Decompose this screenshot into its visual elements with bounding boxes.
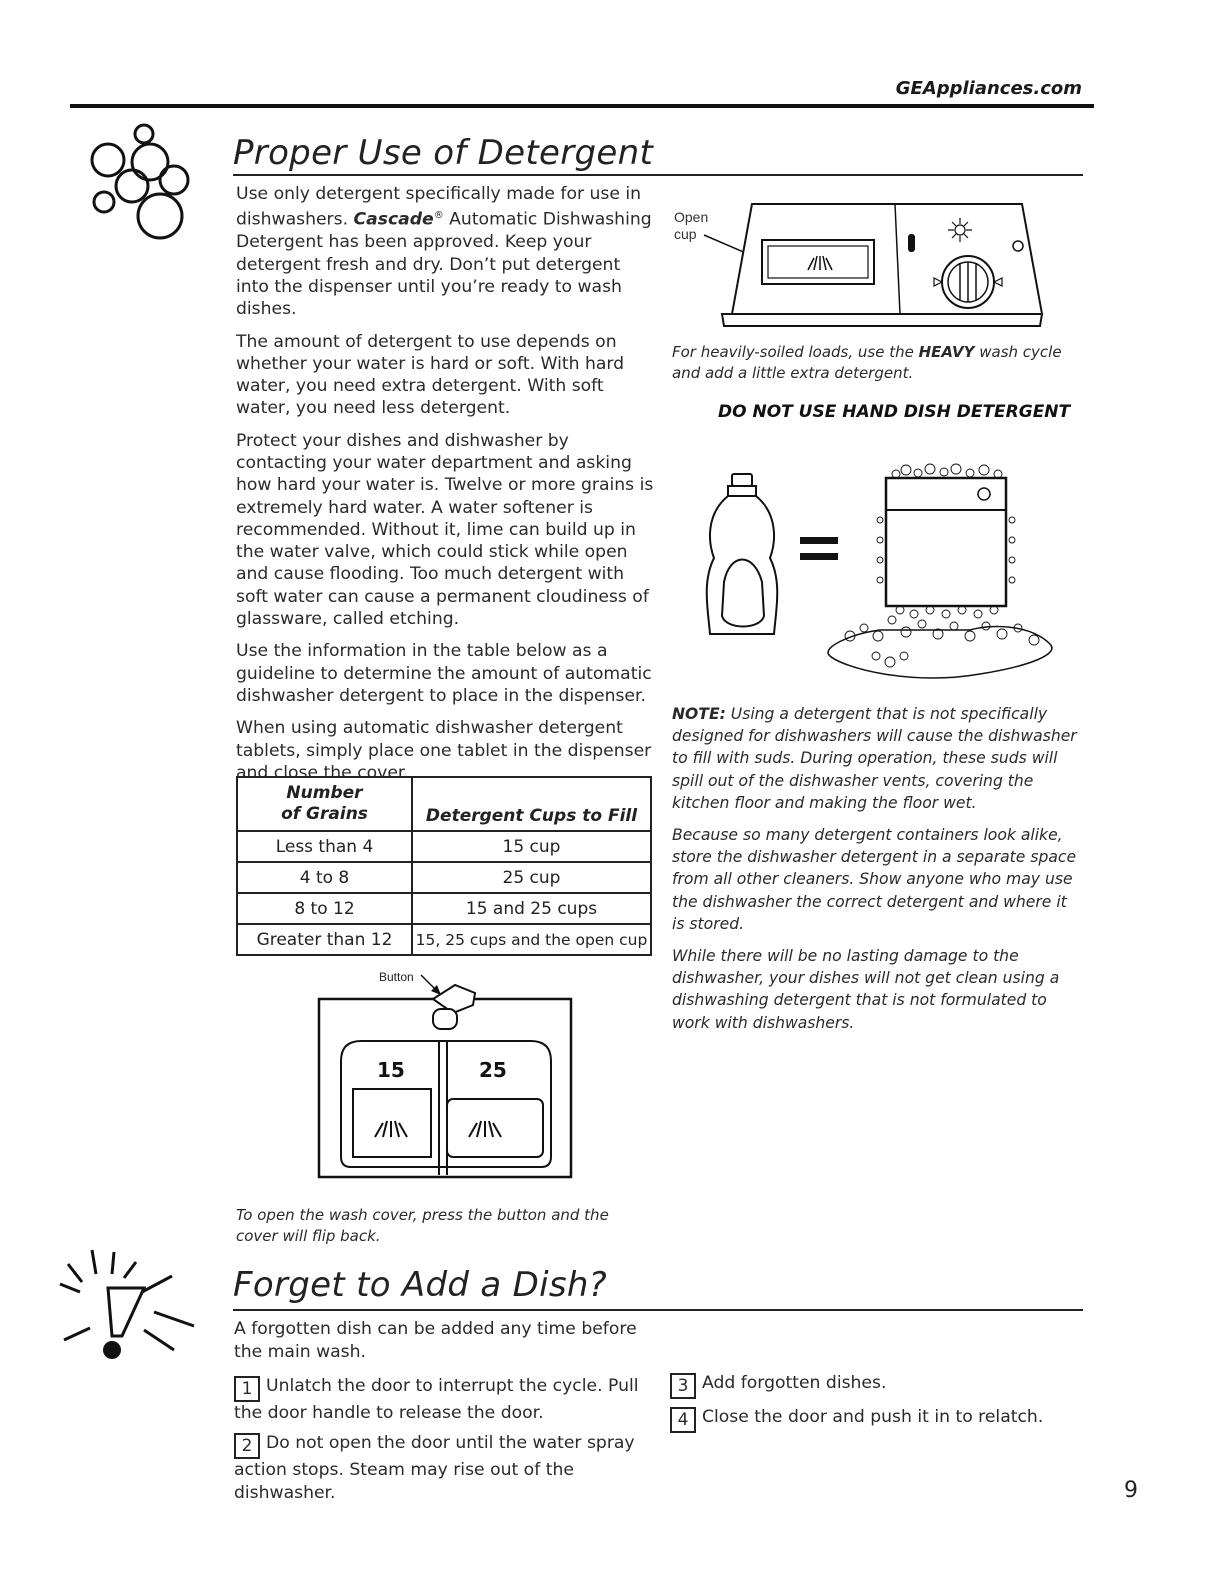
notes	[672, 703, 1084, 1044]
equals-icon	[800, 553, 838, 560]
step-number: 4	[670, 1407, 696, 1433]
table-cell: Greater than 12	[237, 924, 412, 955]
dispenser-caption: To open the wash cover, press the button and the cover will flip back.	[236, 1206, 609, 1245]
paragraph	[672, 703, 1084, 814]
step-2	[234, 1432, 654, 1505]
paragraph: Because so many detergent containers look alike, store the dishwasher detergent in a separate space from all other cleaners. Show anyone who may use the dishwasher the correct detergent and where it is stored.	[672, 826, 1077, 933]
button-label: Button	[379, 970, 414, 984]
open-cup-label: Open	[674, 209, 709, 225]
text: Using a detergent that is not specifically designed for dishwashers will cause the dishwasher to fill with suds. During operation, these suds will spill out of the dishwasher vents, covering the kitchen floor and making the floor wet.	[672, 705, 1077, 812]
column-header: Detergent Cups to Fill	[412, 777, 651, 831]
table-cell: 15, 25 cups and the open cup	[412, 924, 651, 955]
text: Automatic Dishwashing Detergent has been approved. Keep your detergent fresh and dry. Don’t put detergent into the dispenser until you’re ready to wash dishes.	[236, 210, 652, 320]
cup-15-label: 15	[377, 1058, 405, 1082]
bubbles-icon	[80, 120, 195, 245]
column-header: Number of Grains	[237, 777, 412, 831]
table-row	[237, 831, 651, 862]
table-cell: 8 to 12	[237, 893, 412, 924]
table-row	[237, 893, 651, 924]
step-text: Close the door and push it in to relatch.	[702, 1407, 1044, 1427]
overflowing-dishwasher-icon	[828, 464, 1052, 678]
indicator-icon	[908, 234, 915, 252]
cup-25-label: 25	[479, 1058, 507, 1082]
table-row	[237, 924, 651, 955]
text: For heavily-soiled loads, use the	[672, 343, 919, 361]
section-rule	[233, 1309, 1083, 1311]
step-4	[670, 1406, 1090, 1433]
paragraph: The amount of detergent to use depends on whether your water is hard or soft. With hard water, you need extra detergent. With soft water, you need less detergent.	[236, 331, 625, 419]
step-number: 1	[234, 1376, 260, 1402]
paragraph: While there will be no lasting damage to the dishwasher, your dishes will not get clean using a dishwashing detergent that is not formulated to work with dishwashers.	[672, 947, 1060, 1032]
emphasis: HEAVY	[918, 343, 975, 361]
forget-intro: A forgotten dish can be added any time before the main wash.	[234, 1319, 637, 1362]
table-header-row	[237, 777, 651, 831]
text: wash cycle and add a little extra detergent.	[672, 343, 1062, 382]
table-cell: 4 to 8	[237, 862, 412, 893]
paragraph	[236, 183, 656, 321]
table-cell: Less than 4	[237, 831, 412, 862]
open-cup-label: cup	[674, 226, 697, 242]
table-cell: 25 cup	[412, 862, 651, 893]
paragraph: Protect your dishes and dishwasher by contacting your water department and asking how hard your water is. Twelve or more grains is extremely hard water. A water softener is recommended. Without it, lime can build up in the water valve, which could stick while open and cause flooding. Too much detergent with soft water can cause a permanent cloudiness of glassware, called etching.	[236, 430, 654, 630]
text: Use only detergent specifically made for use in dishwashers.	[236, 184, 642, 231]
section-title-forget: Forget to Add a Dish?	[233, 1265, 608, 1305]
detergent-table	[236, 776, 652, 956]
paragraph: Use the information in the table below as a guideline to determine the amount of automatic dishwasher detergent to place in the dispenser.	[236, 641, 652, 706]
warning-heading: DO NOT USE HAND DISH DETERGENT	[718, 402, 1071, 422]
brand-name: Cascade	[353, 210, 434, 231]
paragraph: When using automatic dishwasher detergent tablets, simply place one tablet in the dispenser and close the cover.	[236, 718, 652, 783]
step-3	[670, 1372, 1090, 1399]
table-cell: 15 cup	[412, 831, 651, 862]
equals-icon	[800, 537, 838, 544]
note-label: NOTE:	[672, 705, 726, 723]
section-rule	[233, 174, 1083, 176]
panel-caption	[672, 342, 1082, 384]
step-number: 2	[234, 1433, 260, 1459]
suds-warning-illustration	[700, 460, 1060, 695]
dispenser-illustration	[315, 965, 575, 1185]
control-panel-illustration	[672, 198, 1052, 333]
section-title-detergent: Proper Use of Detergent	[233, 133, 654, 173]
header-rule	[70, 104, 1094, 108]
table-row	[237, 862, 651, 893]
step-number: 3	[670, 1373, 696, 1399]
step-1	[234, 1375, 654, 1425]
page-number: 9	[1124, 1478, 1138, 1503]
exclamation-icon	[58, 1248, 208, 1363]
step-text: Add forgotten dishes.	[702, 1373, 887, 1393]
step-text: Unlatch the door to interrupt the cycle. Pull the door handle to release the door.	[234, 1376, 639, 1423]
dish-soap-bottle-icon	[707, 474, 778, 634]
registered-mark: ®	[433, 210, 444, 222]
detergent-body	[236, 183, 656, 794]
site-url: GEAppliances.com	[895, 78, 1082, 99]
step-text: Do not open the door until the water spray action stops. Steam may rise out of the dishwasher.	[234, 1433, 635, 1503]
table-cell: 15 and 25 cups	[412, 893, 651, 924]
